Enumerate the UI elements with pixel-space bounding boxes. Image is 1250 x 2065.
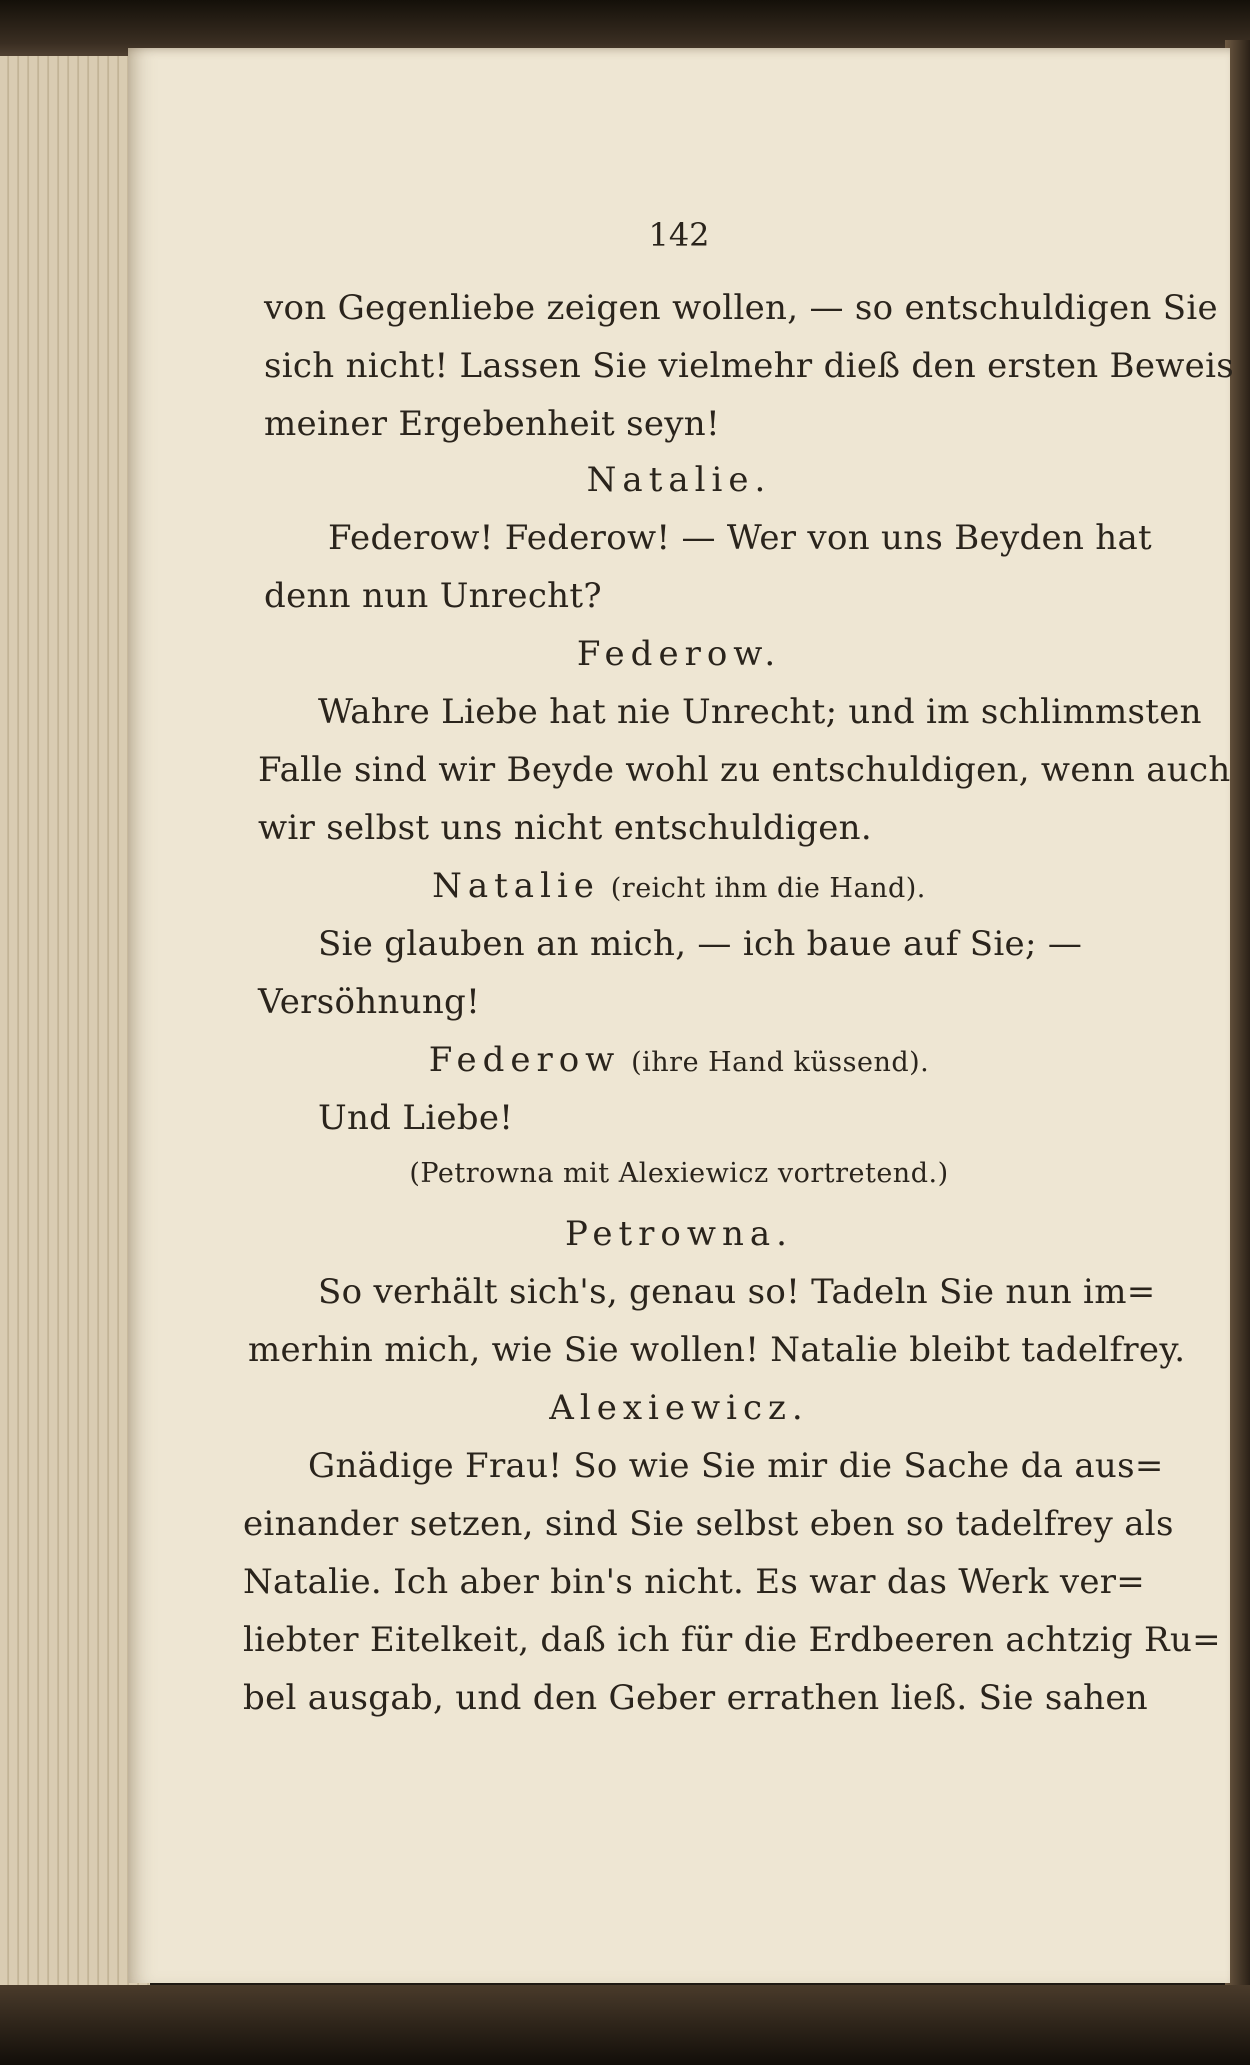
stage-direction: (ihre Hand küssend). (631, 1047, 930, 1078)
page-number: 142 (648, 216, 710, 254)
stage-direction: (reicht ihm die Hand). (610, 873, 926, 904)
speaker-with-direction (128, 866, 1230, 906)
text-line: Falle sind wir Beyde wohl zu entschuldigen, wenn auch (258, 750, 1231, 790)
speaker-name: Federow. (576, 634, 782, 674)
speaker-name: Petrowna. (565, 1214, 793, 1254)
text-line: Versöhnung! (258, 982, 481, 1022)
stage-direction: (Petrowna mit Alexiewicz vortretend.) (409, 1158, 949, 1189)
book-page (128, 48, 1235, 1983)
text-line: wir selbst uns nicht entschuldigen. (258, 808, 872, 848)
text-line: Wahre Liebe hat nie Unrecht; und im schlimmsten (318, 692, 1202, 732)
text-line: Gnädige Frau! So wie Sie mir die Sache da aus= (308, 1446, 1164, 1486)
text-line: Sie glauben an mich, — ich baue auf Sie; — (318, 924, 1083, 964)
text-line: sich nicht! Lassen Sie vielmehr dieß den ersten Beweis (264, 346, 1235, 386)
speaker-with-direction (128, 1040, 1230, 1080)
text-line: bel ausgab, und den Geber errathen ließ. Sie sahen (243, 1678, 1148, 1718)
text-line: Und Liebe! (318, 1098, 514, 1138)
text-line: meiner Ergebenheit seyn! (264, 404, 720, 444)
speaker-name: Federow (428, 1040, 621, 1080)
text-line: einander setzen, sind Sie selbst eben so tadelfrey als (243, 1504, 1174, 1544)
speaker-name: Alexiewicz. (549, 1388, 809, 1428)
text-line: Natalie. Ich aber bin's nicht. Es war das Werk ver= (243, 1562, 1146, 1602)
book-binding-bottom (0, 1985, 1250, 2065)
text-line: So verhält sich's, genau so! Tadeln Sie nun im= (318, 1272, 1156, 1312)
text-line: merhin mich, wie Sie wollen! Natalie bleibt tadelfrey. (248, 1330, 1186, 1370)
speaker-name: Natalie (432, 866, 600, 906)
text-line: denn nun Unrecht? (264, 576, 602, 616)
text-line: liebter Eitelkeit, daß ich für die Erdbeeren achtzig Ru= (243, 1620, 1221, 1660)
text-line: Federow! Federow! — Wer von uns Beyden hat (328, 518, 1153, 558)
speaker-name: Natalie. (586, 460, 772, 500)
text-line: von Gegenliebe zeigen wollen, — so entschuldigen Sie (264, 288, 1218, 328)
